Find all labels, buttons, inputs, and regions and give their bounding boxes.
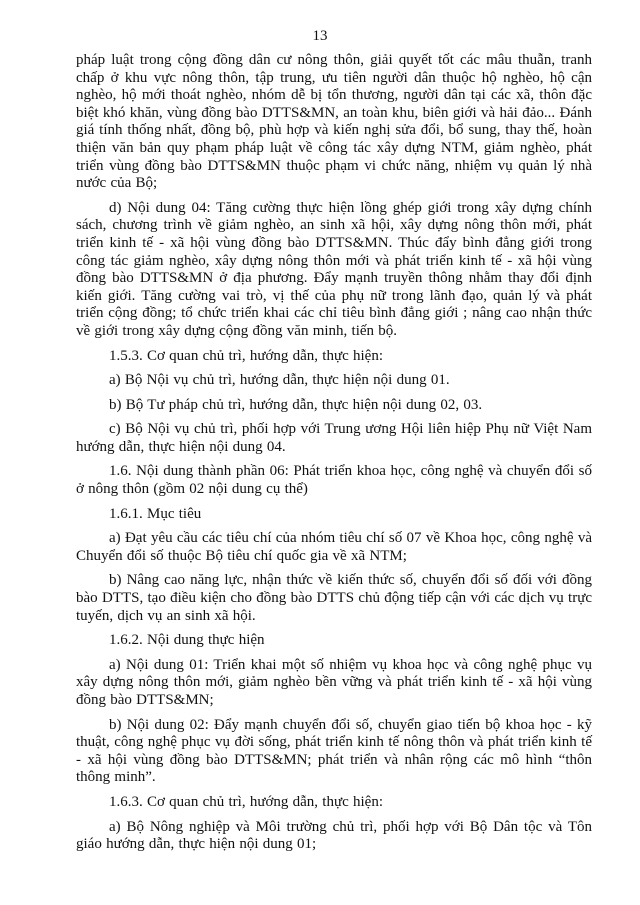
paragraph: b) Nội dung 02: Đẩy mạnh chuyển đổi số, chuyển giao tiến bộ khoa học - kỹ thuật, công nghệ phục vụ đời sống, phát triển kinh tế nông thôn và phát triển kinh tế - xã hội vùng đồng bào DTTS&MN; phát triển và nhân rộng các mô hình “thôn thông minh”.: [76, 716, 592, 786]
page-number: 13: [312, 28, 328, 44]
paragraph: a) Nội dung 01: Triển khai một số nhiệm vụ khoa học và công nghệ phục vụ xây dựng nông thôn mới, giảm nghèo bền vững và phát triển kinh tế - xã hội vùng đồng bào DTTS&MN;: [76, 656, 592, 708]
paragraph: b) Bộ Tư pháp chủ trì, hướng dẫn, thực hiện nội dung 02, 03.: [109, 396, 483, 413]
paragraph: 1.6.1. Mục tiêu: [109, 505, 202, 522]
paragraph: pháp luật trong cộng đồng dân cư nông thôn, giải quyết tốt các mâu thuẫn, tranh chấp ở khu vực nông thôn, tập trung, ưu tiên người dân thuộc hộ nghèo, hộ cận nghèo, hộ mới thoát nghèo, nhóm dễ bị tổn thương, người dân tại các xã, thôn đặc biệt khó khăn, vùng đồng bào DTTS&MN, an toàn khu, biên giới và hải đảo... Đánh giá tính thống nhất, đồng bộ, phù hợp và kiến nghị sửa đổi, bổ sung, thay thế, hoàn thiện văn bản quy phạm pháp luật về công tác xây dựng NTM, giảm nghèo, phát triển vùng đồng bào DTTS&MN thuộc phạm vi chức năng, nhiệm vụ quản lý nhà nước của Bộ;: [76, 52, 592, 192]
paragraph: a) Bộ Nông nghiệp và Môi trường chủ trì, phối hợp với Bộ Dân tộc và Tôn giáo hướng dẫn, thực hiện nội dung 01;: [76, 818, 592, 853]
document-body: [76, 52, 592, 861]
paragraph: b) Nâng cao năng lực, nhận thức về kiến thức số, chuyển đổi số đối với đồng bào DTTS, tạo điều kiện cho đồng bào DTTS chủ động tiếp cận với các dịch vụ trực tuyến, dịch vụ an sinh xã hội.: [76, 572, 592, 624]
paragraph: 1.6.2. Nội dung thực hiện: [109, 632, 265, 649]
paragraph: 1.6.3. Cơ quan chủ trì, hướng dẫn, thực hiện:: [109, 793, 383, 810]
paragraph: a) Đạt yêu cầu các tiêu chí của nhóm tiêu chí số 07 về Khoa học, công nghệ và Chuyển đổi số thuộc Bộ tiêu chí quốc gia về xã NTM;: [76, 530, 592, 564]
paragraph: 1.6. Nội dung thành phần 06: Phát triển khoa học, công nghệ và chuyển đổi số ở nông thôn (gồm 02 nội dung cụ thể): [76, 463, 592, 498]
paragraph: d) Nội dung 04: Tăng cường thực hiện lồng ghép giới trong xây dựng chính sách, chương trình về giảm nghèo, an sinh xã hội, xây dựng nông thôn mới, phát triển kinh tế - xã hội vùng đồng bào DTTS&MN. Thúc đẩy bình đẳng giới trong công tác giảm nghèo, xây dựng nông thôn mới và phát triển kinh tế - xã hội vùng đồng bào DTTS&MN ở địa phương. Đẩy mạnh truyền thông nhằm thay đổi định kiến giới. Tăng cường vai trò, vị thế của phụ nữ trong lãnh đạo, quản lý và phát triển cộng đồng; tổ chức triển khai các chỉ tiêu bình đẳng giới ; nâng cao nhận thức về giới trong xây dựng cộng đồng văn minh, tiến bộ.: [76, 199, 592, 339]
paragraph: 1.5.3. Cơ quan chủ trì, hướng dẫn, thực hiện:: [109, 347, 383, 364]
paragraph: a) Bộ Nội vụ chủ trì, hướng dẫn, thực hiện nội dung 01.: [109, 372, 450, 389]
paragraph: c) Bộ Nội vụ chủ trì, phối hợp với Trung ương Hội liên hiệp Phụ nữ Việt Nam hướng dẫn, thực hiện nội dung 04.: [76, 421, 592, 455]
